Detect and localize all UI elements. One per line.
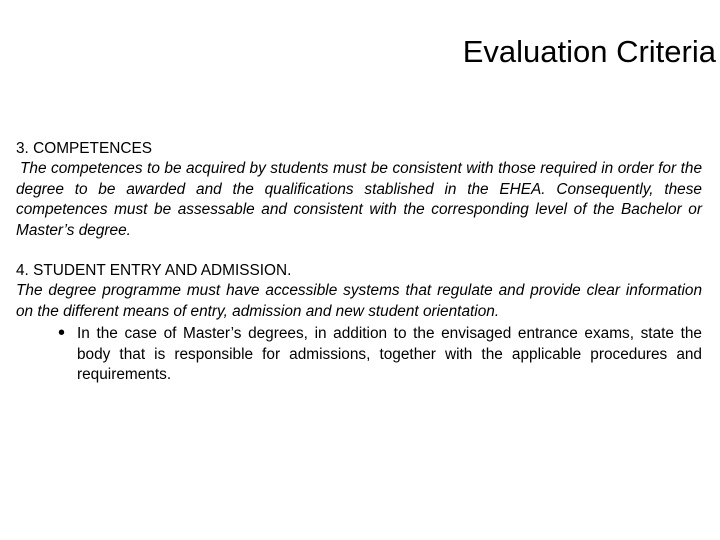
bullet-icon: • — [58, 322, 66, 345]
section-paragraph-student-entry: The degree programme must have accessible systems that regulate and provide clear information on the different means of entry, admission and new student orientation. — [16, 282, 702, 320]
bullet-text-masters: In the case of Master’s degrees, in addition to the envisaged entrance exams, state the body that is responsible for admissions, together with the applicable procedures and requirements. — [77, 325, 702, 384]
section-competences — [16, 139, 702, 241]
bullet-item-masters — [16, 324, 702, 385]
section-student-entry — [16, 261, 702, 385]
section-heading-student-entry: 4. STUDENT ENTRY AND ADMISSION. — [16, 262, 292, 280]
section-paragraph-competences: The competences to be acquired by students must be consistent with those required in order for the degree to be awarded and the qualifications stablished in the EHEA. Consequently, these competences must be assessable and consistent with the corresponding level of the Bachelor or Master’s degree. — [16, 160, 702, 239]
section-heading-competences: 3. COMPETENCES — [16, 140, 152, 157]
slide-body — [16, 139, 702, 385]
slide-title: Evaluation Criteria — [462, 34, 716, 69]
